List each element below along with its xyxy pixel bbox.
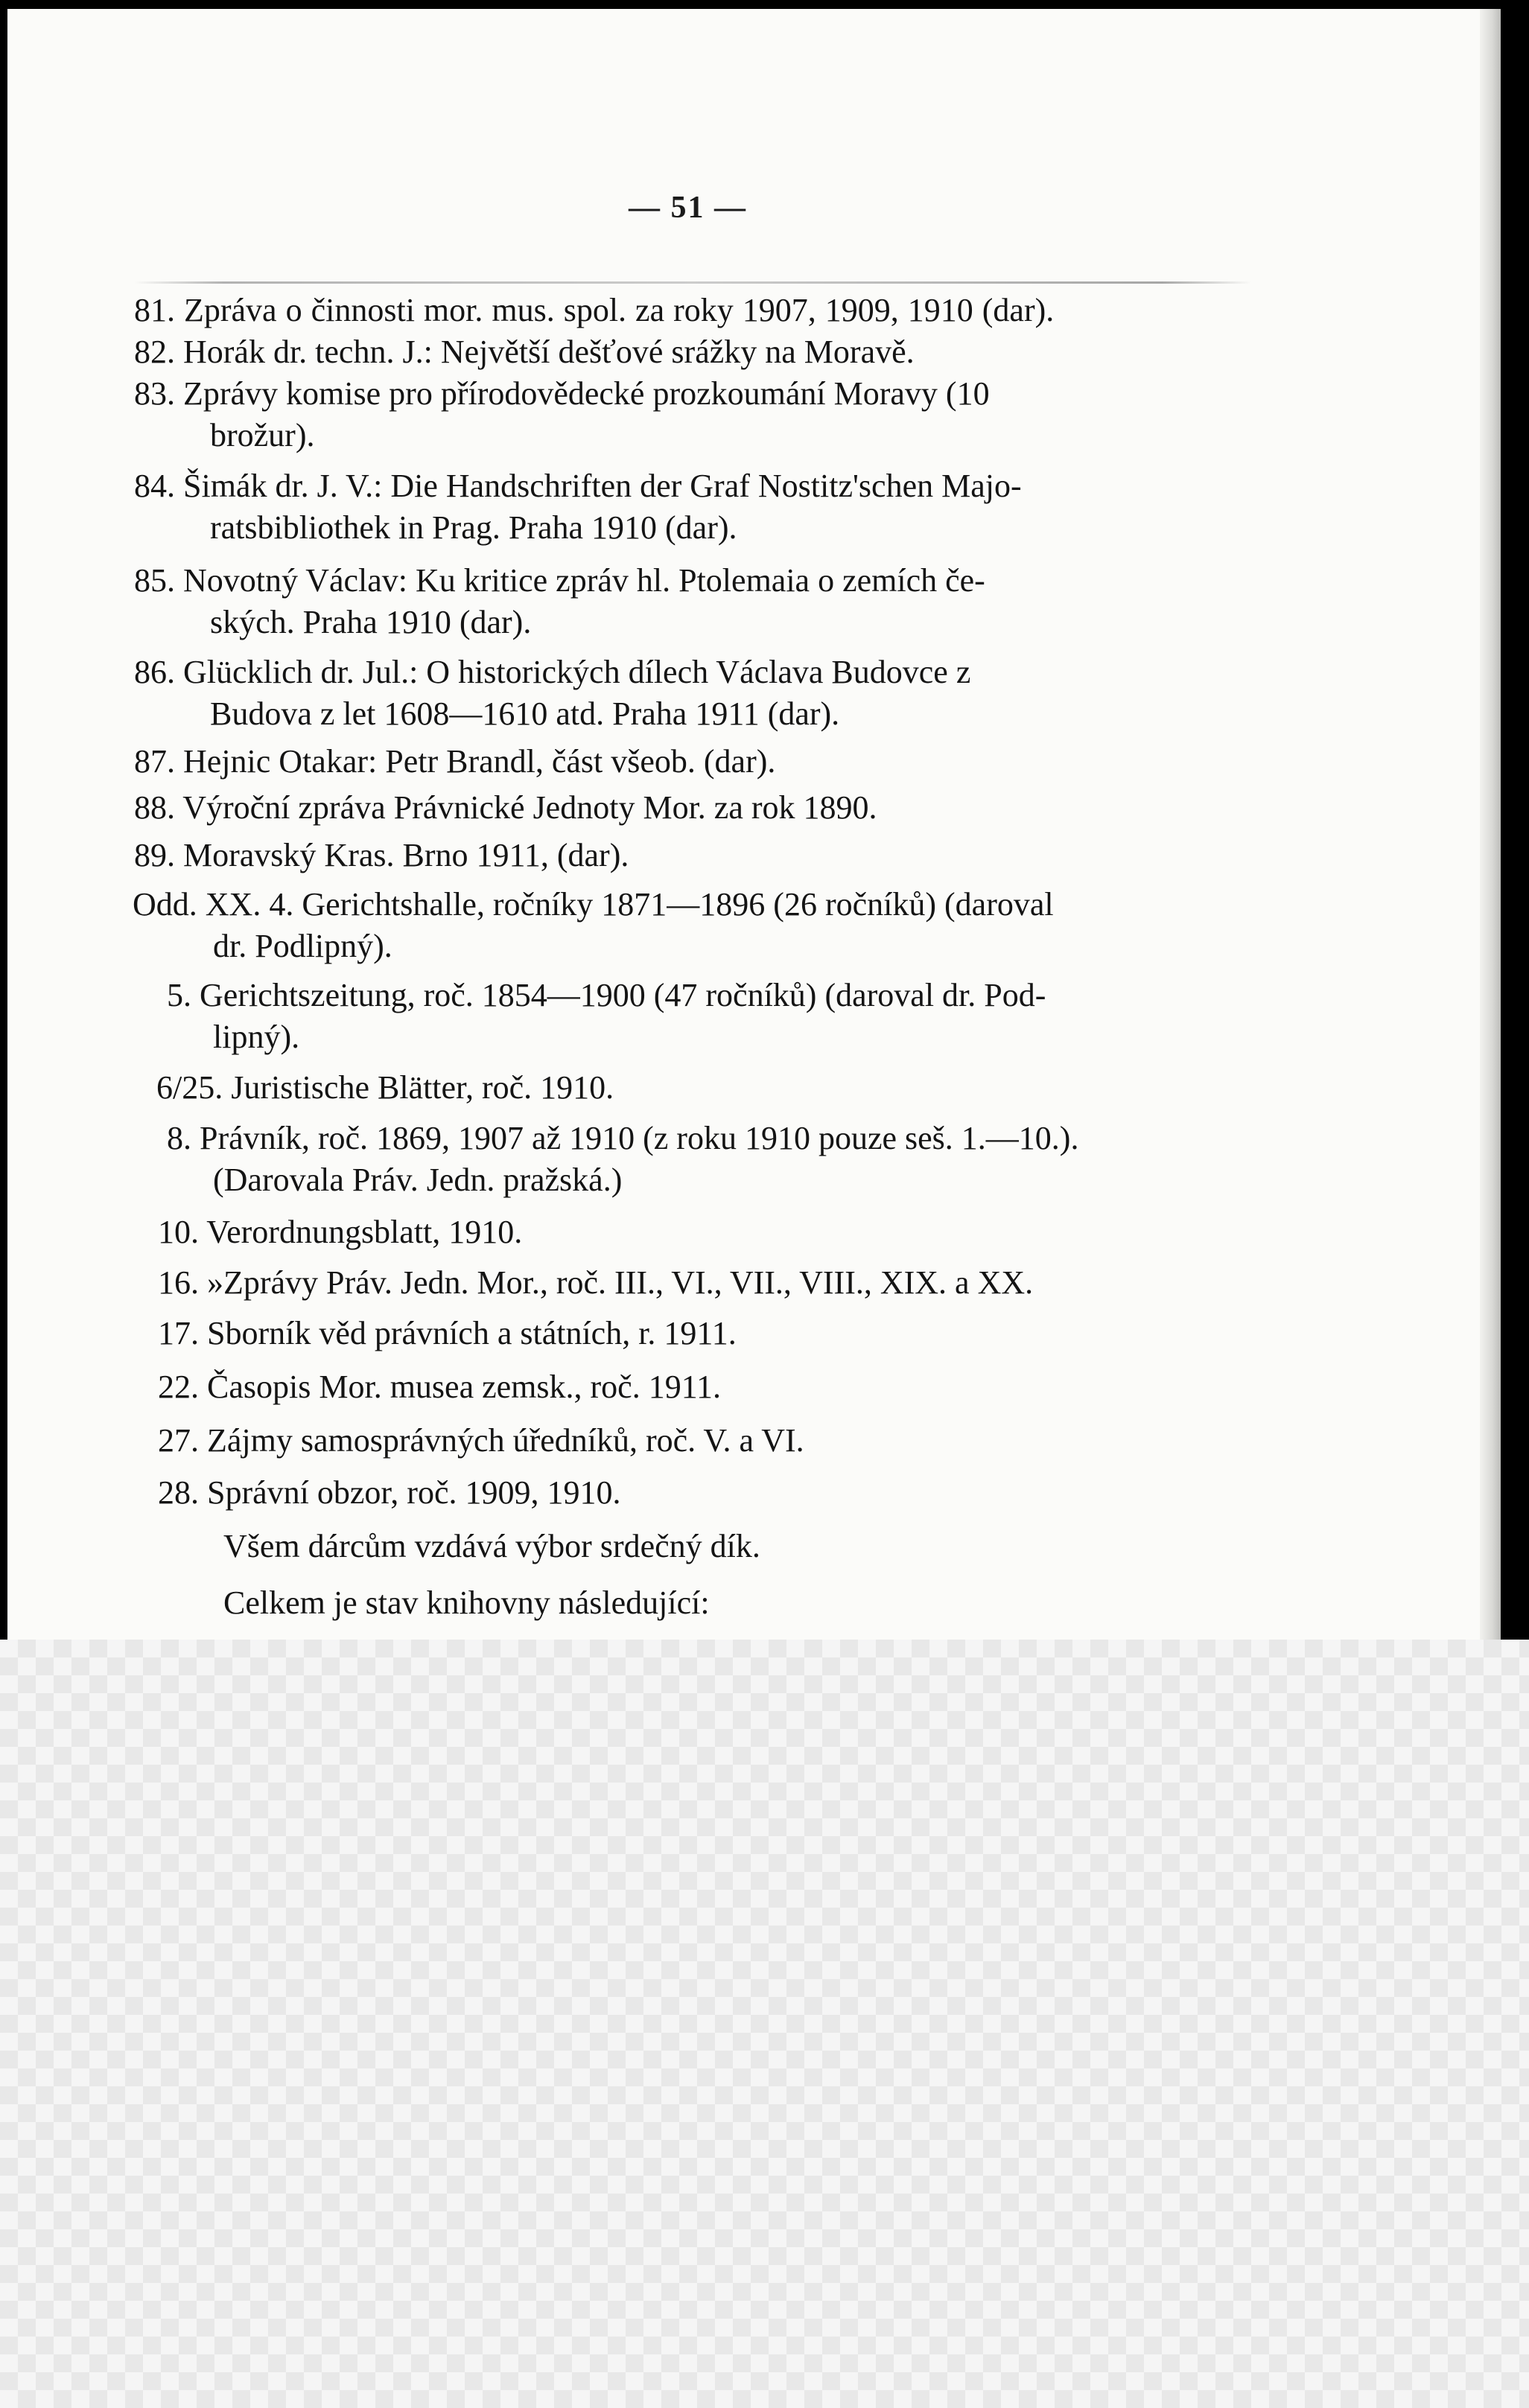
section-xx-entry-6-25: 6/25. Juristische Blätter, roč. 1910. [156, 1069, 614, 1106]
entry-85: 85. Novotný Václav: Ku kritice zpráv hl. Ptolemaia o zemích če- [134, 562, 985, 599]
section-xx-entry-22: 22. Časopis Mor. musea zemsk., roč. 1911. [158, 1369, 722, 1405]
entry-84: 84. Šimák dr. J. V.: Die Handschriften der Graf Nostitz'schen Majo- [134, 468, 1022, 504]
entry-85-continued: ských. Praha 1910 (dar). [210, 604, 532, 640]
library-total-intro: Celkem je stav knihovny následující: [223, 1584, 710, 1621]
thanks-note: Všem dárcům vzdává výbor srdečný dík. [223, 1528, 760, 1564]
section-xx-entry-8-continued: (Darovala Práv. Jedn. pražská.) [213, 1162, 623, 1198]
entry-87: 87. Hejnic Otakar: Petr Brandl, část všeob. (dar). [134, 743, 776, 780]
entry-82: 82. Horák dr. techn. J.: Největší dešťové srážky na Moravě. [134, 334, 915, 370]
section-xx-entry-16: 16. »Zprávy Práv. Jedn. Mor., roč. III., VI., VII., VIII., XIX. a XX. [158, 1264, 1034, 1301]
page-edge-shadow [1480, 9, 1501, 1640]
page-number: — 51 — [629, 191, 747, 225]
entry-84-continued: ratsbibliothek in Prag. Praha 1910 (dar). [210, 509, 737, 546]
entry-89: 89. Moravský Kras. Brno 1911, (dar). [134, 837, 629, 873]
section-xx-entry-27: 27. Zájmy samosprávných úředníků, roč. V. a VI. [158, 1422, 804, 1459]
section-xx-entry-4-continued: dr. Podlipný). [213, 928, 392, 964]
section-xx-entry-5-continued: lipný). [213, 1019, 300, 1055]
entry-88: 88. Výroční zpráva Právnické Jednoty Mor. za rok 1890. [134, 789, 877, 826]
section-xx-entry-17: 17. Sborník věd právních a státních, r. 1911. [158, 1315, 737, 1351]
section-xx-entry-28: 28. Správní obzor, roč. 1909, 1910. [158, 1474, 621, 1511]
section-xx-entry-5: 5. Gerichtszeitung, roč. 1854—1900 (47 ročníků) (daroval dr. Pod- [167, 977, 1046, 1013]
section-xx-entry-10: 10. Verordnungsblatt, 1910. [158, 1214, 523, 1250]
entry-86-continued: Budova z let 1608—1610 atd. Praha 1911 (dar). [210, 695, 840, 732]
entry-83-continued: brožur). [210, 417, 315, 453]
empty-area [0, 1640, 1529, 2408]
entry-86: 86. Glücklich dr. Jul.: O historických dílech Václava Budovce z [134, 654, 971, 690]
section-xx-entry-4: Odd. XX. 4. Gerichtshalle, ročníky 1871—1896 (26 ročníků) (daroval [133, 886, 1054, 923]
section-xx-entry-8: 8. Právník, roč. 1869, 1907 až 1910 (z roku 1910 pouze seš. 1.—10.). [167, 1120, 1079, 1156]
entry-81: 81. Zpráva o činnosti mor. mus. spol. za roky 1907, 1909, 1910 (dar). [134, 292, 1055, 328]
header-rule [134, 281, 1251, 284]
entry-83: 83. Zprávy komise pro přírodovědecké prozkoumání Moravy (10 [134, 375, 990, 412]
